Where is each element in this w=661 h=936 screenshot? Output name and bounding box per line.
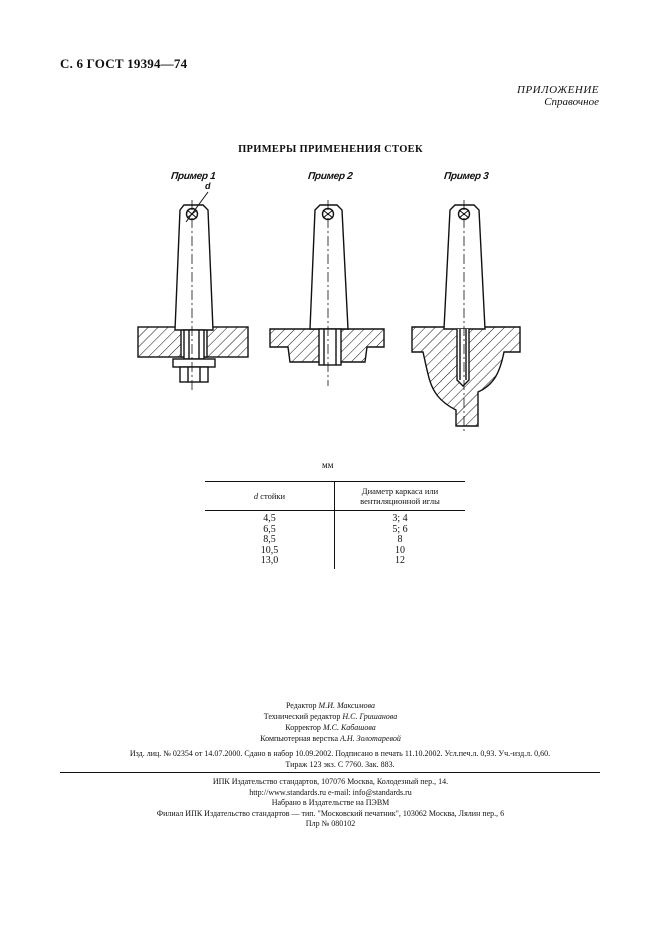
column-header-diameter [335,482,466,511]
data-table [205,481,465,569]
cell-diameter: 8 [397,534,403,545]
credit-layout [0,733,661,744]
cell-diameter: 12 [395,555,405,566]
cell-diameter: 5; 6 [392,523,408,535]
figure-example-3 [412,200,520,432]
credit-corrector [0,722,661,733]
table-row [205,525,465,536]
table-row [205,556,465,569]
credit-person: Н.С. Гришанова [342,712,398,721]
publisher-line-2: http://www.standards.ru e-mail: info@standards.ru [249,787,412,797]
imprint-line-1: Изд. лиц. № 02354 от 14.07.2000. Сдано в набор 10.09.2002. Подписано в печать 11.10.2002. Усл.печ.л. 0,93. Уч.-изд.л. 0,60. [129,749,551,758]
credit-person: А.Н. Золотаревой [340,734,401,743]
credit-tech-editor [0,711,661,722]
cell-d: 4,5 [205,511,335,525]
section-title: ПРИМЕРЫ ПРИМЕНЕНИЯ СТОЕК [238,144,423,155]
table-row [205,546,465,557]
cell-d: 8,5 [205,535,335,546]
technical-drawings [0,0,661,440]
credit-role: Компьютерная верстка [260,734,339,743]
credit-role: Редактор [285,701,317,710]
cell-diameter: 10 [395,544,405,556]
publisher-line-4: Филиал ИПК Издательство стандартов — тип. "Московский печатник", 103062 Москва, Лялин пер., 6 [156,808,505,818]
publisher-line-5: Плр № 080102 [305,819,356,828]
credit-role: Технический редактор [263,712,341,721]
imprint [70,748,610,770]
column-header-d-var: d [253,491,259,501]
appendix-title: ПРИЛОЖЕНИЕ [517,84,599,96]
imprint-line-2: Тираж 123 экз. С 7760. Зак. 883. [285,760,395,769]
column-header-d [205,482,335,511]
table-row [205,511,465,525]
credit-editor [0,700,661,711]
cell-d: 13,0 [205,556,335,569]
column-header-diameter-line1: Диаметр каркаса или [361,486,439,496]
dimension-label-d: d [205,181,211,191]
credit-person: М.С. Кабашова [322,723,376,732]
table-row [205,535,465,546]
publisher-line-3: Набрано в Издательстве на ПЭВМ [271,798,390,807]
cell-diameter: 3; 4 [392,513,408,524]
figure-label-1: Пример 1 [170,171,216,182]
figure-example-1 [138,192,248,392]
table-header-row [205,482,465,511]
cell-d: 6,5 [205,525,335,536]
publisher-line-1: ИПК Издательство стандартов, 107076 Москва, Колодезный пер., 14. [212,777,449,786]
publisher-info [0,777,661,830]
column-header-d-text: стойки [258,491,286,501]
appendix-subtitle: Справочное [544,96,599,108]
credit-role: Корректор [285,723,321,732]
column-header-diameter-line2: вентиляционной иглы [360,496,440,506]
figure-label-2: Пример 2 [307,171,353,182]
credit-person: М.И. Максимова [318,701,376,710]
cell-d: 10,5 [205,546,335,557]
page-header: С. 6 ГОСТ 19394—74 [60,56,188,71]
table-unit: мм [322,460,334,470]
divider [60,772,600,773]
figure-example-2 [270,200,384,386]
credits [0,700,661,744]
figure-label-3: Пример 3 [443,171,489,182]
